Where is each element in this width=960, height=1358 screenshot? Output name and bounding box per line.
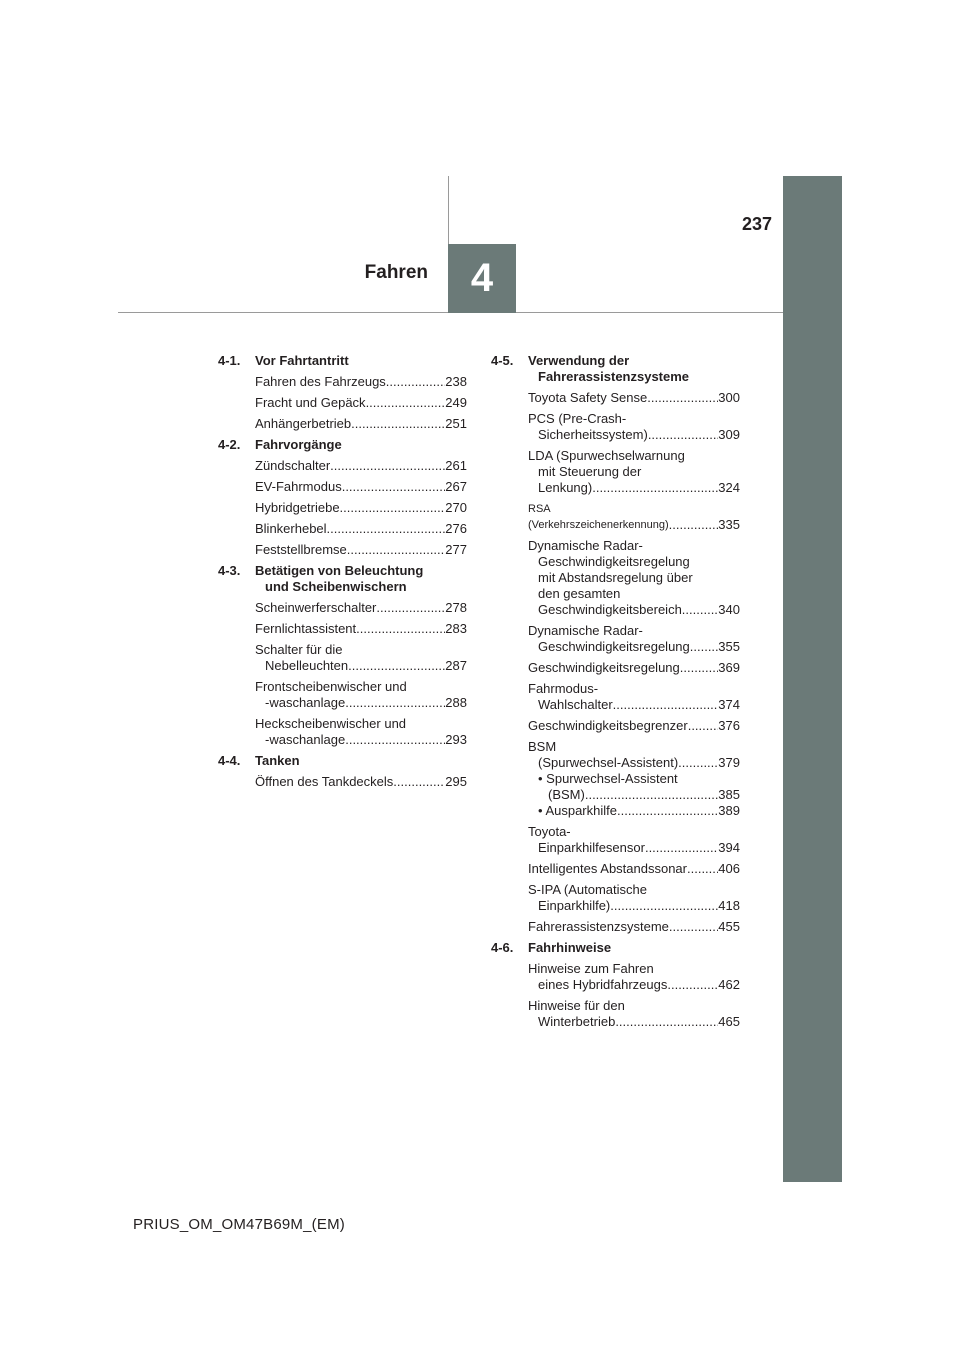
- toc-entry[interactable]: Öffnen des Tankdeckels ..... 295: [255, 774, 467, 790]
- toc-entry[interactable]: • Ausparkhilfe ..... 389: [528, 803, 740, 819]
- toc-entry[interactable]: Schalter für die Nebelleuchten ..... 287: [255, 642, 467, 674]
- toc-entry[interactable]: Zündschalter ..... 261: [255, 458, 467, 474]
- toc-section-title[interactable]: 4-2. Fahrvorgänge: [218, 437, 342, 452]
- toc-entry[interactable]: EV-Fahrmodus ..... 267: [255, 479, 467, 495]
- toc-entry[interactable]: Toyota Safety Sense ..... 300: [528, 390, 740, 406]
- toc-entry[interactable]: Geschwindigkeitsregelung ..... 369: [528, 660, 740, 676]
- toc-entry[interactable]: Fernlichtassistent ..... 283: [255, 621, 467, 637]
- toc-entry[interactable]: Frontscheibenwischer und -waschanlage ..... 288: [255, 679, 467, 711]
- toc-entry[interactable]: Geschwindigkeitsbegrenzer ..... 376: [528, 718, 740, 734]
- toc-entry[interactable]: Dynamische Radar- Geschwindigkeitsregelung ..... 355: [528, 623, 740, 655]
- toc-entry[interactable]: Fahrmodus- Wahlschalter ..... 374: [528, 681, 740, 713]
- chapter-number-box: [448, 244, 516, 313]
- toc-right-column: [491, 353, 740, 1035]
- toc-entry[interactable]: Hinweise für den Winterbetrieb ..... 465: [528, 998, 740, 1030]
- toc-section-title[interactable]: 4-6. Fahrhinweise: [491, 940, 612, 955]
- toc-entry[interactable]: LDA (Spurwechselwarnung mit Steuerung der Lenkung) ..... 324: [528, 448, 740, 496]
- toc-entry[interactable]: BSM (Spurwechsel-Assistent) ..... 379: [528, 739, 740, 771]
- footer-document-code: PRIUS_OM_OM47B69M_(EM): [133, 1216, 345, 1233]
- toc-section-title[interactable]: 4-3. Betätigen von Beleuchtung und Scheibenwischern: [218, 563, 424, 594]
- chapter-title: Fahren: [364, 262, 428, 283]
- toc-entry[interactable]: S-IPA (Automatische Einparkhilfe) ..... 418: [528, 882, 740, 914]
- toc-entry[interactable]: Hinweise zum Fahren eines Hybridfahrzeugs ..... 462: [528, 961, 740, 993]
- toc-entry[interactable]: Toyota- Einparkhilfesensor ..... 394: [528, 824, 740, 856]
- toc-entry[interactable]: RSA (Verkehrszeichenerkennung) ..... 335: [528, 501, 740, 533]
- toc-entry[interactable]: Fracht und Gepäck ..... 249: [255, 395, 467, 411]
- chapter-side-tab: [783, 176, 842, 1182]
- toc-entry[interactable]: Heckscheibenwischer und -waschanlage ..... 293: [255, 716, 467, 748]
- toc-section-title[interactable]: 4-5. Verwendung der Fahrerassistenzsysteme: [491, 353, 690, 384]
- toc-entry[interactable]: Intelligentes Abstandssonar ..... 406: [528, 861, 740, 877]
- toc-entry[interactable]: Blinkerhebel ..... 276: [255, 521, 467, 537]
- toc-entry[interactable]: Fahrerassistenzsysteme ..... 455: [528, 919, 740, 935]
- toc-entry[interactable]: PCS (Pre-Crash- Sicherheitssystem) ..... 309: [528, 411, 740, 443]
- toc-left-column: [218, 353, 467, 795]
- toc-entry[interactable]: Scheinwerferschalter ..... 278: [255, 600, 467, 616]
- toc-section-title[interactable]: 4-1. Vor Fahrtantritt: [218, 353, 349, 368]
- toc-section-title[interactable]: 4-4. Tanken: [218, 753, 300, 768]
- toc-entry[interactable]: • Spurwechsel-Assistent (BSM) ..... 385: [528, 771, 740, 803]
- toc-entry[interactable]: Anhängerbetrieb ..... 251: [255, 416, 467, 432]
- chapter-number: 4: [470, 256, 494, 300]
- toc-entry[interactable]: Fahren des Fahrzeugs ..... 238: [255, 374, 467, 390]
- toc-entry[interactable]: Feststellbremse ..... 277: [255, 542, 467, 558]
- toc-entry[interactable]: Dynamische Radar- Geschwindigkeitsregelung mit Abstandsregelung über den gesamten Geschwindigkeitsbereich ..... 340: [528, 538, 740, 618]
- page-number: 237: [741, 214, 772, 234]
- toc-entry[interactable]: Hybridgetriebe ..... 270: [255, 500, 467, 516]
